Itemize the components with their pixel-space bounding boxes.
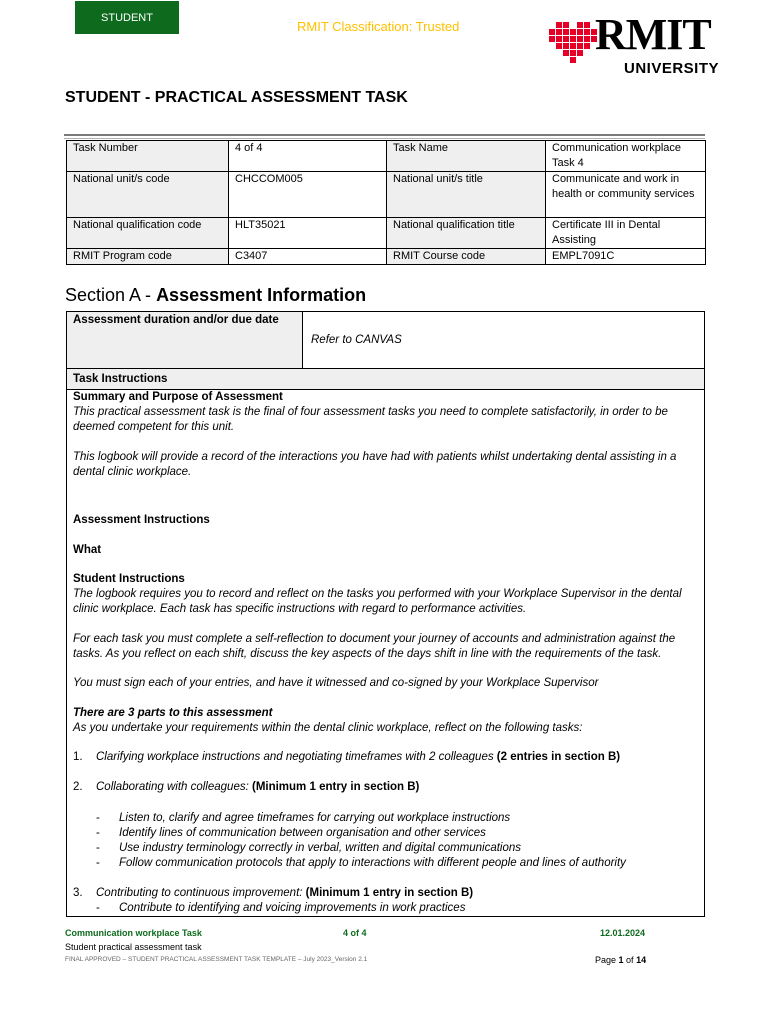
what-heading: What [73,544,102,556]
section-a-heading [65,285,366,306]
student-badge [75,1,179,34]
item-entries: (Minimum 1 entry in section B) [305,887,474,899]
logo-pixel [584,36,590,42]
logo-word: RMIT [595,10,711,59]
table-cell-value: CHCCOM005 [229,172,387,218]
item-text-main: Clarifying workplace instructions and negotiating timeframes with 2 colleagues [96,751,497,763]
table-cell-label: Task Number [67,141,229,172]
logo-pixel [556,43,562,49]
sub-item: Listen to, clarify and agree timeframes for carrying out workplace instructions [119,812,511,824]
logo-pixel [549,36,555,42]
task-info-table [66,140,706,265]
table-cell-value: EMPL7091C [546,249,706,265]
table-cell-label: Task Name [387,141,546,172]
logo-pixel [563,29,569,35]
logo-pixel [584,22,590,28]
item-text-main: Collaborating with colleagues: [96,781,252,793]
section-title: Assessment Information [156,285,367,305]
assessment-info-box [66,311,705,917]
dash-bullet: - [96,812,100,824]
page-current: 1 [618,955,624,965]
due-date-label: Assessment duration and/or due date [67,312,303,368]
task-info-body [67,141,706,265]
item-number: 1. [73,751,83,763]
instructions-paragraph: For each task you must complete a self-reflection to document your journey of accounts and administration against the tasks. As you reflect on each shift, discuss the key aspects of the days shift in line with the requirements of the task. [73,633,676,660]
table-cell-value: C3407 [229,249,387,265]
logo-pixel [556,36,562,42]
logo-pixel [556,29,562,35]
logo-sub: UNIVERSITY [624,60,720,77]
logo-pixel [563,36,569,42]
item-entries: (Minimum 1 entry in section B) [251,781,420,793]
logo-pixel [570,57,576,63]
footer-date: 12.01.2024 [600,928,646,938]
table-cell-value: Communicate and work in health or community services [546,172,706,218]
sub-item: Contribute to identifying and voicing improvements in work practices [119,902,466,914]
logo-pixel [577,50,583,56]
footer-approval: FINAL APPROVED – STUDENT PRACTICAL ASSESSMENT TASK TEMPLATE – July 2023_Version 2.1 [65,956,368,963]
dash-bullet: - [96,827,100,839]
table-cell-value: Certificate III in Dental Assisting [546,218,706,249]
instructions-paragraph: The logbook requires you to record and reflect on the tasks you performed with your Workplace Supervisor in the dental clinic workplace. Each task has specific instructions with regard to performance activities. [73,588,682,615]
table-row [67,141,706,172]
table-cell-label: National qualification title [387,218,546,249]
page-number [595,955,646,965]
logo-pixel [563,50,569,56]
rmit-logo [537,7,720,87]
sub-item: Identify lines of communication between organisation and other services [119,827,486,839]
logo-pixel [570,29,576,35]
item-text [96,886,473,901]
item-number: 2. [73,781,83,793]
table-row [67,218,706,249]
logo-pixel [556,22,562,28]
student-badge-label: STUDENT [101,11,153,24]
footer-task-name: Communication workplace Task [65,928,202,938]
logo-pixel [570,36,576,42]
page-label: Page [595,955,619,965]
logo-pixel [577,36,583,42]
title-rule-thin [64,138,705,139]
item-text-main: Contributing to continuous improvement: [96,887,306,899]
table-row [67,249,706,265]
page-total: 14 [636,955,647,965]
title-rule [64,134,705,136]
table-cell-label: RMIT Program code [67,249,229,265]
task-instructions-heading: Task Instructions [67,369,704,390]
dash-bullet: - [96,842,100,854]
table-cell-value: Communication workplace Task 4 [546,141,706,172]
classification-label: RMIT Classification: Trusted [297,19,460,34]
logo-pixel [584,43,590,49]
item-text [96,750,620,765]
instructions-paragraph: You must sign each of your entries, and have it witnessed and co-signed by your Workplace Supervisor [73,677,599,689]
table-cell-label: National unit/s title [387,172,546,218]
table-cell-value: 4 of 4 [229,141,387,172]
page-title: STUDENT - PRACTICAL ASSESSMENT TASK [65,89,408,106]
logo-pixel [584,29,590,35]
summary-paragraph: This practical assessment task is the final of four assessment tasks you need to complete satisfactorily, in order to be deemed competent for this unit. [73,406,668,433]
table-cell-label: National qualification code [67,218,229,249]
parts-intro: As you undertake your requirements within the dental clinic workplace, reflect on the following tasks: [73,722,583,734]
table-cell-label: RMIT Course code [387,249,546,265]
sub-item: Follow communication protocols that apply to interactions with different people and lines of authority [119,857,626,869]
logo-pixel [549,29,555,35]
logo-pixel [570,50,576,56]
summary-paragraph: This logbook will provide a record of the interactions you have had with patients whilst undertaking dental assisting in a dental clinic workplace. [73,451,677,478]
logo-pixel [577,22,583,28]
table-row [67,172,706,218]
table-cell-value: HLT35021 [229,218,387,249]
logo-pixel [577,43,583,49]
due-date-row [67,312,704,369]
logo-pixel [563,43,569,49]
assessment-instructions-heading: Assessment Instructions [73,514,210,526]
page-of: of [623,955,637,965]
item-text [96,780,419,795]
logo-pixel [570,43,576,49]
sub-item: Use industry terminology correctly in verbal, written and digital communications [119,842,522,854]
dash-bullet: - [96,902,100,914]
logo-pixel [577,29,583,35]
footer-subtitle: Student practical assessment task [65,942,202,952]
parts-heading: There are 3 parts to this assessment [73,707,273,719]
table-cell-label: National unit/s code [67,172,229,218]
student-instructions-heading: Student Instructions [73,573,185,585]
item-entries: (2 entries in section B) [496,751,621,763]
due-date-value: Refer to CANVAS [311,334,402,346]
pixel-mark-icon [549,22,601,66]
dash-bullet: - [96,857,100,869]
summary-heading: Summary and Purpose of Assessment [73,391,283,403]
item-number: 3. [73,887,83,899]
footer-task-number: 4 of 4 [343,928,367,938]
logo-pixel [563,22,569,28]
section-prefix: Section A - [65,285,157,305]
